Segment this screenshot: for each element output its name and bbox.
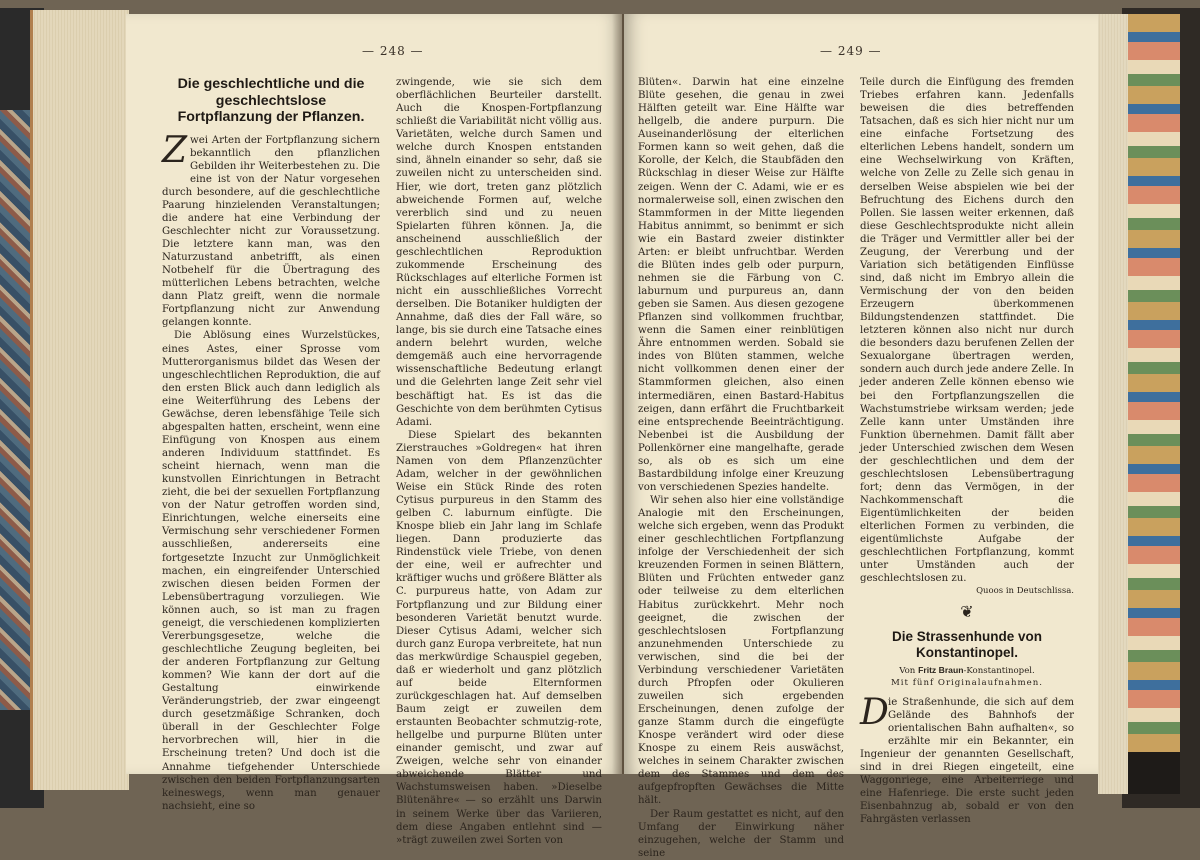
right-column-1 bbox=[638, 76, 844, 860]
left-column-1 bbox=[162, 76, 380, 813]
byline: Von Fritz Braun-Konstantinopel. bbox=[899, 664, 1035, 676]
title-line-2: Konstantinopel. bbox=[916, 644, 1018, 660]
page-249 bbox=[624, 14, 1098, 859]
page-number: — 248 — bbox=[362, 44, 424, 58]
page-stack-left bbox=[30, 10, 129, 790]
page-248 bbox=[126, 14, 622, 846]
paragraph: Zwei Arten der Fortpflanzung sichern bekanntlich den pflanzlichen Gebilden ihr Weiterbestehen zu. Die eine ist von der Natur vorgesehen durch besondere, auf die geschlechtliche Paarung hinzielenden Veranstaltungen; die andere hat eine Verbindung der Geschlechter nicht zur Voraussetzung. Die letztere kann man, was den Naturzustand anbetrifft, als einen Notbehelf für die Übertragung des mütterlichen Lebens betrachten, welche dann Platz greift, wenn die normale Fortpflanzung nicht zur Anwendung gelangen konnte. bbox=[162, 129, 380, 329]
article2-title bbox=[860, 629, 1074, 661]
title-line-3: Fortpflanzung der Pflanzen. bbox=[177, 109, 365, 125]
paragraph: Wir sehen also hier eine vollständige Analogie mit den Erscheinungen, welche sich ergeben, wenn das Produkt einer geschlechtlichen Fortpflanzung infolge der Verschiedenheit der sich kreuzenden Formen in seinen Blättern, Blüten und Früchten entweder ganz oder teilweise zu dem elterlichen Habitus zurückkehrt. Mehr noch geeignet, die zwischen der geschlechtslosen Fortpflanzung anzunehmenden Unterschiede zu verwischen, sind die bei der Verbindung verschiedener Varietäten durch Pfropfen oder Okulieren zuweilen sich ergebenden Erscheinungen, denen zufolge der ganze Stamm durch die eingefügte Knospe verändert wird oder diese Knospe zu einem Reis auswächst, welches in seinem Charakter zwischen dem des Stammes und dem des aufgepfropften Gewächses die Mitte hält. bbox=[638, 495, 844, 807]
paragraph: Diese Spielart des bekannten Zierstrauches »Goldregen« hat ihren Namen von dem Pflanzenzüchter Adam, welcher in der gewöhnlichen Weise ein Stück Rinde des roten Cytisus purpureus in den Stamm des gelben C. laburnum einfügte. Die Knospe blieb ein Jahr lang im Schlafe liegen. Dann produzierte das Rindenstück viele Triebe, von denen der eine, weil er aufrechter und kräftiger wuchs und größere Blätter als C. purpureus hatte, von Adam zur Fortpflanzung und zur Bildung einer besonderen Varietät benutzt wurde. Dieser Cytisus Adami, welcher sich durch ganz Europa verbreitete, hat nun das merkwürdige Schauspiel gegeben, daß er wiederholt und ganz plötzlich auf beide Elternformen zurückgeschlagen hat. Auf demselben Baum zeigt er zuweilen dem erstaunten Beobachter schmutzig-rote, hellgelbe und purpurne Blüten unter einander gemischt, und zwar auf Zweigen, welche sehr von einander abweichende Blätter und Wachstumsweisen haben. »Dieselbe Blütenähre« — so erzählt uns Darwin in seinem Werke über das Variieren, dem diese Angaben entlehnt sind — »trägt zuweilen zwei Sorten von bbox=[396, 429, 602, 846]
decorative-endpaper bbox=[1128, 14, 1180, 794]
paragraph: Blüten«. Darwin hat eine einzelne Blüte gesehen, die genau in zwei Hälften geteilt war. Eine Hälfte war hellgelb, die andere purpurn. Die Auseinanderlösung der elterlichen Formen kann so weit gehen, daß die Korolle, der Kelch, die Staubfäden den Rückschlag in dieser Weise zur Hälfte zeigen. Wenn der C. Adami, wie er es normalerweise soll, einen zwischen den Stammformen in der Mitte liegenden Habitus annimmt, so benimmt er sich wie ein Bastard zweier distinkter Arten: er bleibt unfruchtbar. Werden die Blüten indes gelb oder purpurn, nehmen sie die Färbung von C. laburnum und purpureus an, dann geben sie Samen. Aus diesen gezogene Pflanzen sind vollkommen fruchtbar, wenn die Samen einer reinblütigen Ähre entnommen werden. Sobald sie indes von Blüten stammen, welche nicht vollkommen denen einer der Stammformen gleichen, also einen intermediären, einen Bastard-Habitus zeigen, dann erfährt die Fruchtbarkeit eine entsprechende Beeinträchtigung. Nebenbei ist die Ausbildung der Pollenkörner eine mangelhafte, gerade so, als ob es sich um eine Bastardbildung infolge einer Kreuzung von verschiedenen Spezies handelte. bbox=[638, 77, 844, 493]
article-title bbox=[162, 76, 380, 126]
drop-cap: Z bbox=[162, 129, 188, 171]
right-column-2 bbox=[860, 76, 1074, 826]
title-line-1: Die Strassenhunde von bbox=[891, 628, 1043, 644]
ornament-divider: ❦ bbox=[960, 601, 974, 621]
left-column-2 bbox=[396, 76, 602, 847]
attribution: Quoos in Deutschlissa. bbox=[976, 586, 1074, 597]
drop-cap: D bbox=[860, 691, 889, 733]
page-stack-right bbox=[1098, 14, 1130, 794]
endpaper-corner bbox=[1128, 752, 1180, 794]
title-line-1: Die geschlechtliche und die bbox=[177, 76, 365, 92]
paragraph: Die Ablösung eines Wurzelstückes, eines Astes, einer Sprosse vom Mutterorganismus bildet das Wesen der ungeschlechtlichen Reproduktion, die auf den ersten Blick auch dann lediglich als eine Weiterführung des Lebens der Gewächse, deren lebensfähige Teile sich abgespalten hatten, erscheint, wenn eine Einfügung von Knospen aus einem anderen Individuum stattfindet. Es scheint hiernach, wenn man die kunstvollen Einrichtungen in Betracht zieht, die bei der sexuellen Fortpflanzung von der Natur getroffen worden sind, Einrichtungen, welche einerseits eine Vermischung sehr verschiedener Formen ausschließen, andererseits eine fortgesetzte Inzucht zur Unmöglichkeit machen, ein eingreifender Unterschied zwischen diesen beiden Formen der Lebensübertragung vorzuliegen. Wie können auch, so ist man zu fragen geneigt, die verschiedenen komplizierten Vererbungsgesetze, welche die geschlechtliche Zeugung begleiten, bei der anderen Fortpflanzung zur Geltung kommen? Wie kann der dort auf die Gestaltung einwirkende Veränderungstrieb, der zwar eingeengt durch gesetzmäßige Schranken, doch überall in der Geschlechter Folge hervorbrechen will, hier in die Erscheinung treten? Und doch ist die Annahme tiefgehender Unterschiede zwischen den beiden Fortpflanzungsarten keineswegs, wenn man genauer nachsieht, eine so bbox=[162, 330, 380, 812]
title-line-2: geschlechtslose bbox=[215, 92, 327, 109]
paragraph: zwingende, wie sie sich dem oberflächlichen Beurteiler darstellt. Auch die Knospen-Fortpflanzung schließt die Variabilität nicht völlig aus. Varietäten, welche durch Samen und welche durch Knospen entstanden sind, ähneln einander so sehr, daß sie zuweilen nicht zu unterscheiden sind. Hier, wie dort, treten ganz plötzlich abweichende Formen auf, welche vererblich sind und zu neuen Spielarten führen können. Ja, die anscheinend ausschließlich der geschlechtlichen Reproduktion zukommende Erscheinung des Rückschlages auf elterliche Formen ist nicht ein ausschließliches Vorrecht derselben. Die Botaniker huldigten der Annahme, daß dies der Fall wäre, so lange, bis sie durch eine Tatsache eines andern belehrt wurden, welche demgemäß auch eine hervorragende wissenschaftliche Bedeutung erlangt und die Gelehrten lange Zeit sehr viel beschäftigt hat. Es ist das die Geschichte von dem berühmten Cytisus Adami. bbox=[396, 77, 602, 428]
page-number: — 249 — bbox=[820, 44, 882, 58]
subline: Mit fünf Originalaufnahmen. bbox=[891, 677, 1043, 688]
paragraph: Teile durch die Einfügung des fremden Triebes erfahren kann. Jedenfalls beweisen die dies betreffenden Tatsachen, daß es sich hier nicht nur um eine einfache Fortsetzung des elterlichen Lebens handelt, sondern um eine Wechselwirkung von Kräften, welche von Zelle zu Zelle sich genau in derselben Weise abspielen wie bei der Befruchtung des Eichens durch den Pollen. Sie lassen weiter erkennen, daß diese Geschlechtsprodukte nicht allein die Träger und Vermittler aller bei der Zeugung, der Vererbung und der Variation sich betätigenden Einflüsse sind, daß nicht im Embryo allein die Vermischung der von den beiden Erzeugern überkommenen Bildungstendenzen stattfindet. Die letzteren können also nicht nur durch die besonders dazu berufenen Zellen der Sexualorgane übertragen werden, sondern auch durch jede andere Zelle. In jeder anderen Zelle können ebenso wie bei den Fortpflanzungszellen die Wachstumstriebe wirksam werden; jede Zelle kann unter Umständen ihre Funktion übernehmen. Damit fällt aber jeder Unterschied zwischen dem Wesen der geschlechtlichen und dem der geschlechtslosen Lebensübertragung fort; denn das Vermögen, in der Nachkommenschaft die Eigentümlichkeiten der beiden elterlichen Formen zu verbinden, die eigentümlichste Aufgabe der geschlechtlichen Fortpflanzung, kommt unter Umständen auch der geschlechtslosen zu. bbox=[860, 77, 1074, 585]
paragraph: Die Straßenhunde, die sich auf dem Gelände des Bahnhofs der orientalischen Bahn aufhalten«, so erzählte mir ein Bekannter, ein Ingenieur der genannten Gesellschaft, sind in drei Riegen eingeteilt, eine Waggonriege, eine Arbeiterriege und eine Hafenriege. Die erste sucht jeden Eisenbahnzug ab, sobald er von den Fahrgästen verlassen bbox=[860, 691, 1074, 826]
paragraph: Der Raum gestattet es nicht, auf den Umfang der Einwirkung näher einzugehen, welche der Stamm und seine bbox=[638, 808, 844, 859]
